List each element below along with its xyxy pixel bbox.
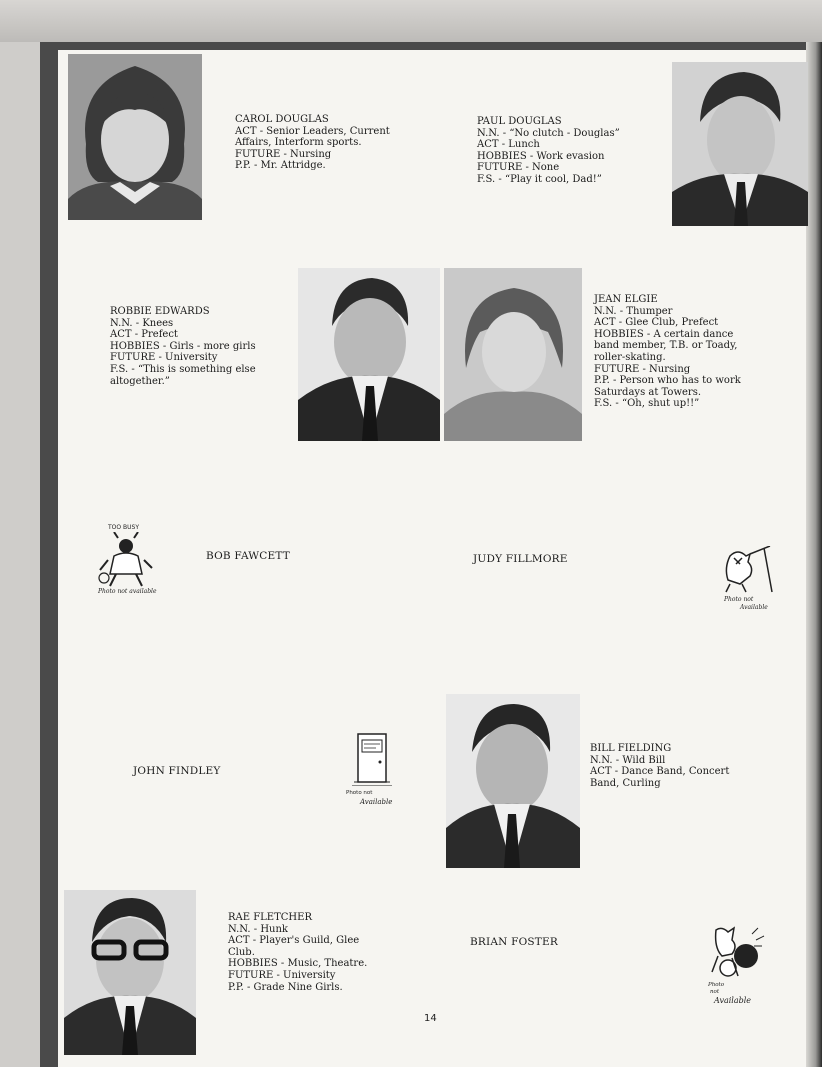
- entry-line: ACT - Prefect: [110, 329, 178, 341]
- entry-line: Saturdays at Towers.: [594, 386, 702, 398]
- entry-line: F.S. - “This is something else: [110, 363, 256, 375]
- entry-line: F.S. - “Play it cool, Dad!”: [477, 173, 602, 185]
- badge-caption: Photo not available: [98, 588, 157, 595]
- entry-carol-douglas: [235, 114, 390, 172]
- cartoon-door-icon: [344, 732, 404, 816]
- name-john-findley: JOHN FINDLEY: [133, 765, 221, 777]
- name-judy-fillmore: JUDY FILLMORE: [473, 553, 568, 565]
- badge-caption-line2: Available: [740, 604, 768, 611]
- student-name: JEAN ELGIE: [594, 294, 658, 305]
- entry-line: Band, Curling: [590, 777, 661, 789]
- photo-robbie-edwards: [298, 268, 440, 441]
- photo-jean-elgie: [444, 268, 582, 441]
- entry-line: ACT - Lunch: [477, 139, 540, 151]
- entry-robbie-edwards: [110, 306, 256, 387]
- entry-line: FUTURE - University: [110, 352, 218, 364]
- entry-rae-fletcher: [228, 912, 367, 993]
- entry-line: P.P. - Grade Nine Girls.: [228, 981, 343, 993]
- badge-caption-line1: Photo not: [724, 596, 754, 603]
- entry-line: F.S. - “Oh, shut up!!”: [594, 398, 700, 410]
- background-top: [0, 0, 822, 42]
- entry-bill-fielding: [590, 743, 729, 789]
- entry-line: HOBBIES - Work evasion: [477, 150, 605, 162]
- entry-line: N.N. - Hunk: [228, 923, 288, 935]
- entry-line: FUTURE - Nursing: [594, 363, 691, 375]
- entry-line: ACT - Senior Leaders, Current: [235, 125, 390, 137]
- student-name: RAE FLETCHER: [228, 912, 312, 923]
- photo-paul-douglas: [672, 62, 808, 226]
- cartoon-photo-not-available-icon: [720, 546, 776, 616]
- entry-line: ACT - Glee Club, Prefect: [594, 317, 719, 329]
- entry-line: ACT - Player's Guild, Glee: [228, 935, 360, 947]
- badge-caption-line1: Photo: [708, 982, 725, 988]
- entry-paul-douglas: [477, 116, 620, 186]
- badge-caption-line2: not: [710, 989, 720, 995]
- student-name: ROBBIE EDWARDS: [110, 306, 210, 317]
- entry-line: N.N. - Knees: [110, 317, 174, 329]
- entry-line: HOBBIES - A certain dance: [594, 328, 734, 340]
- photo-rae-fletcher: [64, 890, 196, 1055]
- photo-carol-douglas: [68, 54, 202, 220]
- entry-line: P.P. - Mr. Attridge.: [235, 160, 326, 172]
- entry-line: N.N. - Thumper: [594, 305, 673, 317]
- student-name: PAUL DOUGLAS: [477, 116, 562, 127]
- student-name: BILL FIELDING: [590, 743, 672, 754]
- page-number: 14: [424, 1013, 437, 1024]
- entry-line: FUTURE - Nursing: [235, 148, 332, 160]
- badge-heading: TOO BUSY: [108, 524, 139, 531]
- entry-line: N.N. - “No clutch - Douglas”: [477, 127, 620, 139]
- entry-line: FUTURE - None: [477, 162, 560, 174]
- entry-line: roller-skating.: [594, 351, 666, 363]
- badge-caption-line3: Available: [714, 996, 752, 1005]
- entry-line: altogether.”: [110, 375, 170, 387]
- badge-caption-line2: Available: [360, 798, 393, 806]
- entry-line: FUTURE - University: [228, 969, 336, 981]
- entry-line: Club.: [228, 946, 255, 958]
- cartoon-too-busy-icon: [96, 524, 156, 596]
- entry-line: N.N. - Wild Bill: [590, 754, 666, 766]
- page-edge: [806, 42, 822, 1067]
- entry-jean-elgie: [594, 294, 741, 410]
- entry-line: P.P. - Person who has to work: [594, 375, 741, 387]
- badge-caption-line1: Photo not: [346, 790, 373, 796]
- student-name: CAROL DOUGLAS: [235, 114, 329, 125]
- name-brian-foster: BRIAN FOSTER: [470, 936, 558, 948]
- entry-line: Affairs, Interform sports.: [235, 137, 362, 149]
- entry-line: band member, T.B. or Toady,: [594, 340, 738, 352]
- cartoon-musician-icon: [708, 926, 766, 1010]
- entry-line: HOBBIES - Music, Theatre.: [228, 958, 368, 970]
- photo-bill-fielding: [446, 694, 580, 868]
- name-bob-fawcett: BOB FAWCETT: [206, 550, 290, 562]
- entry-line: ACT - Dance Band, Concert: [590, 766, 730, 778]
- entry-line: HOBBIES - Girls - more girls: [110, 340, 256, 352]
